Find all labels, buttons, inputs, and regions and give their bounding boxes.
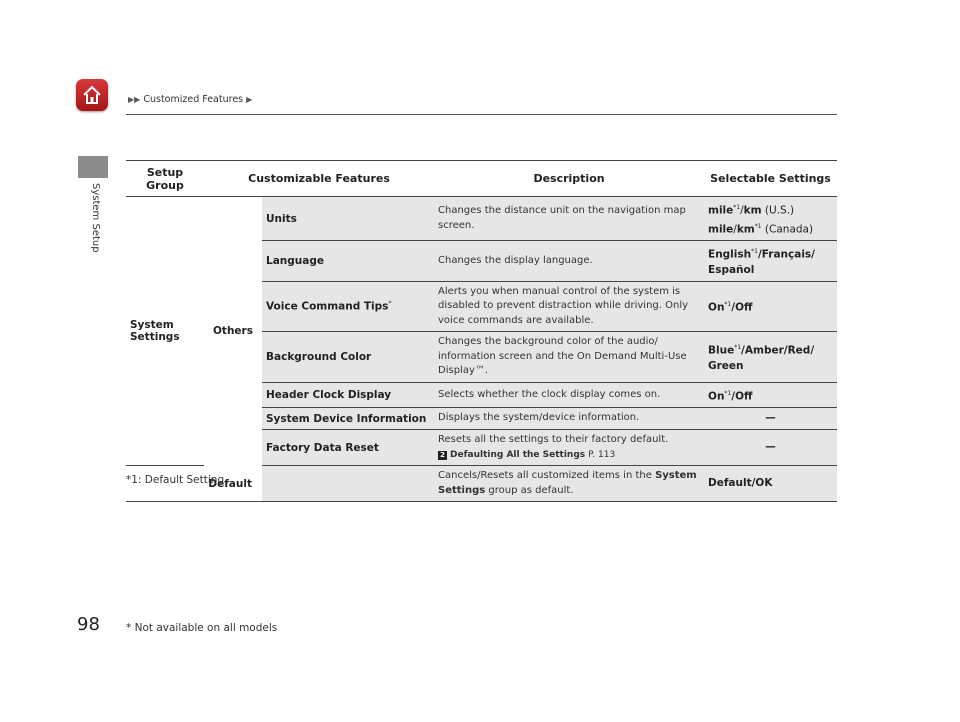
feature-cell: Background Color [262, 332, 434, 383]
table-row [126, 466, 837, 502]
breadcrumb-arrow-icon: ▶▶ [128, 95, 141, 104]
subgroup-cell: Others [204, 197, 262, 466]
header-features: Customizable Features [204, 161, 434, 197]
description-cell: Changes the background color of the audio/ information screen and the On Demand Multi-Use Display™. [434, 332, 704, 383]
feature-cell [262, 466, 434, 502]
feature-cell: Units [262, 197, 434, 241]
settings-cell: — [704, 430, 837, 466]
cross-reference-link[interactable]: 2 Defaulting All the Settings P. 113 [438, 450, 615, 460]
feature-cell: System Device Information [262, 408, 434, 430]
header-setup-group: Setup Group [126, 161, 204, 197]
default-setting-footnote: *1: Default Setting [126, 474, 225, 486]
description-cell: Displays the system/device information. [434, 408, 704, 430]
settings-cell: English$^{*1}$/Français/ Español [704, 241, 837, 282]
settings-table [126, 160, 837, 502]
settings-cell: mile$^{*1}$/km (U.S.) mile/$km^{*1}$ (Canada) [704, 197, 837, 241]
header-description: Description [434, 161, 704, 197]
feature-cell: Voice Command Tips* [262, 281, 434, 332]
group-cell: System Settings [126, 197, 204, 466]
description-cell: Selects whether the clock display comes on. [434, 382, 704, 408]
feature-cell: Header Clock Display [262, 382, 434, 408]
table-row [126, 197, 837, 241]
description-cell: Alerts you when manual control of the system is disabled to prevent distraction while driving. Only voice commands are available. [434, 281, 704, 332]
subgroup-cell: Default [126, 466, 262, 502]
arrow-bullet-icon: 2 [438, 451, 447, 460]
settings-cell: Default/OK [704, 466, 837, 502]
settings-cell: — [704, 408, 837, 430]
sidebar-tab [78, 156, 108, 178]
breadcrumb-arrow-icon: ▶ [246, 95, 253, 104]
models-footnote: * Not available on all models [126, 622, 278, 634]
home-icon[interactable] [76, 79, 108, 111]
breadcrumb-link[interactable]: Customized Features [143, 94, 244, 105]
description-cell: Changes the display language. [434, 241, 704, 282]
house-icon [82, 85, 102, 105]
settings-cell: Blue$^{*1}$/Amber/Red/ Green [704, 332, 837, 383]
description-cell: Cancels/Resets all customized items in the System Settings group as default. [434, 466, 704, 502]
page-number: 98 [77, 614, 100, 635]
table-header-row [126, 161, 837, 197]
feature-cell: Factory Data Reset [262, 430, 434, 466]
header-rule [126, 114, 837, 115]
breadcrumb[interactable] [128, 94, 252, 105]
description-cell: Changes the distance unit on the navigation map screen. [434, 197, 704, 241]
description-cell: Resets all the settings to their factory default. 2 Defaulting All the Settings P. 113 [434, 430, 704, 466]
settings-cell: On$^{*1}$/Off [704, 281, 837, 332]
settings-cell: On$^{*1}$/Off [704, 382, 837, 408]
feature-cell: Language [262, 241, 434, 282]
sidebar-label: System Setup [90, 183, 101, 253]
header-settings: Selectable Settings [704, 161, 837, 197]
